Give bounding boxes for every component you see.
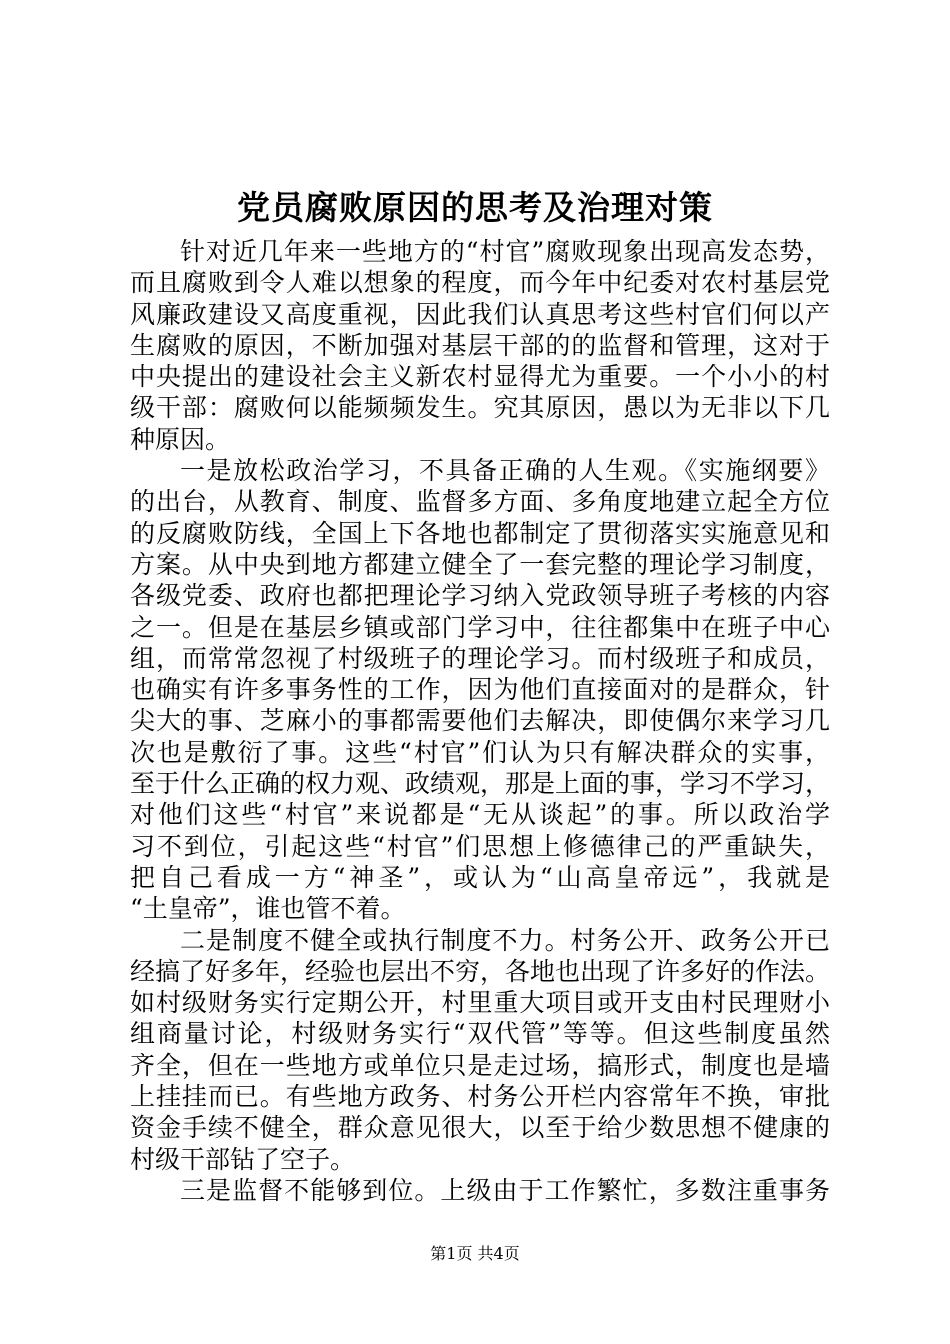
text-line: 生腐败的原因，不断加强对基层干部的的监督和管理，这对于 (130, 330, 830, 360)
text-line: 经搞了好多年，经验也层出不穷，各地也出现了许多好的作法。 (130, 956, 831, 986)
text-line: 针对近几年来一些地方的“村官”腐败现象出现高发态势， (180, 237, 830, 266)
document-title: 党员腐败原因的思考及治理对策 (237, 188, 713, 227)
text-line: 也确实有许多事务性的工作，因为他们直接面对的是群众，针 (130, 675, 830, 705)
text-line: 把自己看成一方“神圣”，或认为“山高皇帝远”，我就是 (130, 862, 830, 892)
text-line: 中央提出的建设社会主义新农村显得尤为重要。一个小小的村 (130, 362, 830, 392)
text-line: 而且腐败到令人难以想象的程度，而今年中纪委对农村基层党 (130, 268, 830, 298)
text-line: “土皇帝”，谁也管不着。 (130, 894, 406, 924)
text-line: 组商量讨论，村级财务实行“双代管”等等。但这些制度虽然 (130, 1019, 830, 1049)
text-line: 上挂挂而已。有些地方政务、村务公开栏内容常年不换，审批 (130, 1082, 830, 1112)
text-line: 二是制度不健全或执行制度不力。村务公开、政务公开已 (180, 925, 830, 955)
text-line: 方案。从中央到地方都建立健全了一套完整的理论学习制度， (130, 549, 830, 579)
text-line: 至于什么正确的权力观、政绩观，那是上面的事，学习不学习， (130, 769, 831, 799)
text-line: 的反腐败防线，全国上下各地也都制定了贯彻落实实施意见和 (130, 518, 830, 548)
text-line: 对他们这些“村官”来说都是“无从谈起”的事。所以政治学 (130, 800, 830, 830)
text-line: 一是放松政治学习，不具备正确的人生观。《实施纲要》 (180, 456, 830, 486)
text-line: 尖大的事、芝麻小的事都需要他们去解决，即使偶尔来学习几 (130, 706, 830, 736)
text-line: 村级干部钻了空子。 (130, 1144, 356, 1174)
text-line: 各级党委、政府也都把理论学习纳入党政领导班子考核的内容 (130, 581, 830, 611)
text-line: 资金手续不健全，群众意见很大，以至于给少数思想不健康的 (130, 1113, 830, 1143)
text-line: 齐全，但在一些地方或单位只是走过场，搞形式，制度也是墙 (130, 1050, 830, 1080)
page-footer: 第1页 共4页 (430, 1244, 520, 1263)
text-line: 组，而常常忽视了村级班子的理论学习。而村级班子和成员， (130, 643, 830, 673)
text-line: 次也是敷衍了事。这些“村官”们认为只有解决群众的实事， (130, 737, 830, 767)
text-line: 种原因。 (130, 424, 231, 454)
text-line: 如村级财务实行定期公开，村里重大项目或开支由村民理财小 (130, 988, 830, 1018)
text-line: 级干部：腐败何以能频频发生。究其原因，愚以为无非以下几 (130, 393, 830, 423)
text-line: 三是监督不能够到位。上级由于工作繁忙，多数注重事务 (180, 1175, 830, 1205)
text-line: 习不到位，引起这些“村官”们思想上修德律己的严重缺失， (130, 831, 830, 861)
text-line: 的出台，从教育、制度、监督多方面、多角度地建立起全方位 (130, 487, 830, 517)
text-line: 之一。但是在基层乡镇或部门学习中，往往都集中在班子中心 (130, 612, 830, 642)
document-body (130, 236, 830, 1206)
text-line: 风廉政建设又高度重视，因此我们认真思考这些村官们何以产 (130, 299, 830, 329)
